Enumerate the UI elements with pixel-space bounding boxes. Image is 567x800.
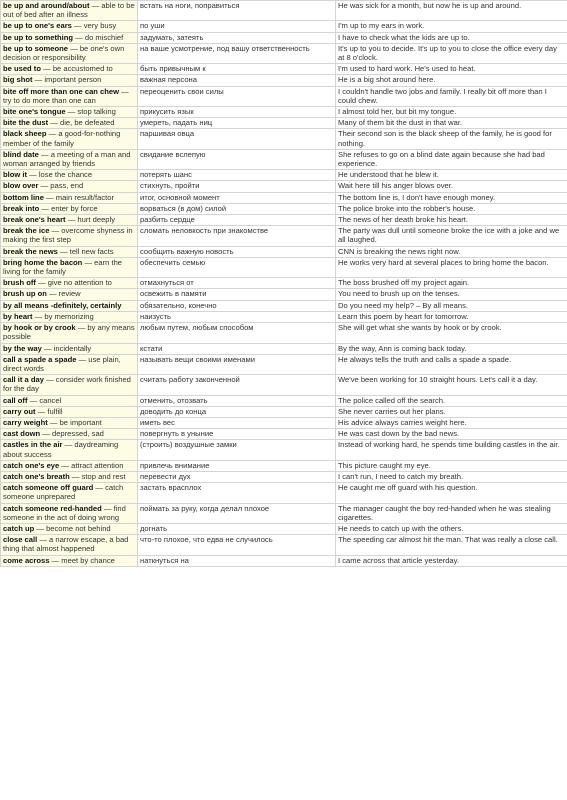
example-sentence: He was sick for a month, but now he is up and around. — [336, 1, 567, 21]
table-row — [1, 375, 567, 395]
idiom-definition: hurt deeply — [77, 215, 115, 225]
table-row — [1, 1, 567, 21]
russian-translation: встать на ноги, поправиться — [138, 1, 336, 21]
idiom-cell — [1, 471, 138, 482]
idiom-definition: try to do more than one can — [3, 95, 96, 105]
example-sentence: He was cast down by the bad news. — [336, 429, 567, 440]
russian-translation: считать работу законченной — [138, 375, 336, 395]
example-sentence: I'm used to hard work. He's used to heat. — [336, 64, 567, 75]
table-row — [1, 181, 567, 192]
table-row — [1, 86, 567, 106]
idiom-definition: be one's own decision or responsibility — [3, 43, 125, 63]
russian-translation: (строить) воздушные замки — [138, 440, 336, 460]
idiom-term: close call — [3, 535, 38, 545]
term-separator: — — [27, 395, 40, 405]
idiom-definition: be important — [59, 417, 102, 427]
idiom-term: bring home the bacon — [3, 257, 83, 267]
table-row — [1, 311, 567, 322]
idiom-definition: important person — [44, 75, 102, 85]
idiom-cell — [1, 406, 138, 417]
example-sentence: I'm up to my ears in work. — [336, 21, 567, 32]
term-separator: — — [40, 429, 52, 439]
example-sentence: His advice always carries weight here. — [336, 417, 567, 428]
term-separator: — — [67, 43, 80, 53]
russian-translation: по уши — [138, 21, 336, 32]
example-sentence: He caught me off guard with his question. — [336, 483, 567, 503]
russian-translation: на ваше усмотрение, под вашу ответственность — [138, 43, 336, 63]
table-row — [1, 483, 567, 503]
idiom-term: call it a day — [3, 375, 44, 385]
term-separator: — — [75, 323, 88, 333]
idiom-cell — [1, 417, 138, 428]
table-row — [1, 440, 567, 460]
idiom-cell — [1, 483, 138, 503]
idiom-definition: stop and rest — [81, 471, 126, 481]
russian-translation: освежить в памяти — [138, 289, 336, 300]
table-row — [1, 170, 567, 181]
idiom-term: brush off — [3, 278, 36, 288]
idiom-cell — [1, 375, 138, 395]
example-sentence: He needs to catch up with the others. — [336, 523, 567, 534]
example-sentence: Many of them bit the dust in that war. — [336, 118, 567, 129]
term-separator: — — [65, 215, 78, 225]
idiom-term: break into — [3, 203, 40, 213]
idiom-term: big shot — [3, 75, 33, 85]
term-separator: — — [89, 1, 102, 10]
term-separator: — — [119, 86, 129, 96]
idiom-cell — [1, 503, 138, 523]
idiom-cell — [1, 354, 138, 374]
table-row — [1, 406, 567, 417]
table-row — [1, 215, 567, 226]
russian-translation: обязательно, конечно — [138, 300, 336, 311]
term-separator: — — [48, 118, 60, 128]
idiom-term: brush up on — [3, 289, 47, 299]
idiom-term: catch one's eye — [3, 460, 60, 470]
idiom-cell — [1, 192, 138, 203]
table-row — [1, 300, 567, 311]
idiom-term: break the ice — [3, 226, 50, 236]
idiom-definition: fulfill — [47, 406, 63, 416]
idiom-cell — [1, 523, 138, 534]
idiom-term: castles in the air — [3, 440, 63, 450]
idiom-definition: stop talking — [77, 107, 116, 117]
example-sentence: Learn this poem by heart for tomorrow. — [336, 311, 567, 322]
idiom-definition: find someone in the act of doing wrong — [3, 503, 126, 522]
idiom-definition: use plain, direct words — [3, 354, 121, 373]
idiom-term: catch one's breath — [3, 471, 70, 481]
idiom-term: carry weight — [3, 417, 48, 427]
russian-translation: застать врасплох — [138, 483, 336, 503]
russian-translation: догнать — [138, 523, 336, 534]
table-row — [1, 246, 567, 257]
idiom-cell — [1, 86, 138, 106]
idiom-definition: die, be defeated — [59, 118, 115, 128]
idiom-definition: give no attention to — [47, 278, 112, 288]
example-sentence: He understood that he blew it. — [336, 170, 567, 181]
idiom-definition: earn the living for the family — [3, 257, 123, 277]
term-separator: — — [93, 483, 106, 493]
term-separator: — — [71, 21, 84, 31]
russian-translation: стихнуть, пройти — [138, 181, 336, 192]
term-separator: — — [73, 32, 85, 42]
idiom-cell — [1, 246, 138, 257]
russian-translation: кстати — [138, 343, 336, 354]
table-row — [1, 278, 567, 289]
russian-translation: поймать за руку, когда делал плохое — [138, 503, 336, 523]
idiom-definition: cancel — [39, 395, 62, 405]
term-separator: — — [57, 246, 70, 256]
idiom-cell — [1, 1, 138, 21]
idiom-definition: depressed, sad — [51, 429, 104, 439]
idiom-term: come across — [3, 555, 50, 565]
idiom-term: bottom line — [3, 192, 44, 202]
idiom-term: be up to someone — [3, 43, 68, 53]
table-row — [1, 43, 567, 63]
idiom-definition: tell new facts — [69, 246, 114, 256]
idiom-cell — [1, 170, 138, 181]
idiom-cell — [1, 343, 138, 354]
table-row — [1, 555, 567, 566]
idiom-term: by heart — [3, 311, 33, 321]
idiom-definition: daydreaming about success — [3, 440, 119, 459]
table-row — [1, 503, 567, 523]
russian-translation: разбить сердце — [138, 215, 336, 226]
table-row — [1, 460, 567, 471]
example-sentence: I came across that article yesterday. — [336, 555, 567, 566]
idiom-cell — [1, 181, 138, 192]
russian-translation: паршивая овца — [138, 129, 336, 149]
term-separator: — — [46, 129, 59, 139]
russian-translation: иметь вес — [138, 417, 336, 428]
example-sentence: I can't run, I need to catch my breath. — [336, 471, 567, 482]
term-separator: — — [38, 181, 51, 191]
idiom-cell — [1, 149, 138, 169]
idiom-cell — [1, 226, 138, 246]
example-sentence: We've been working for 10 straight hours. Let's call it a day. — [336, 375, 567, 395]
idiom-cell — [1, 323, 138, 343]
idiom-term: by all means -definitely, certainly — [3, 300, 122, 310]
example-sentence: He is a big shot around here. — [336, 75, 567, 86]
idiom-cell — [1, 460, 138, 471]
term-separator: — — [37, 535, 50, 545]
term-separator: — — [32, 311, 45, 321]
idiom-cell — [1, 257, 138, 277]
term-separator: — — [43, 192, 56, 202]
idiom-definition: become not behind — [46, 523, 111, 533]
idiom-cell — [1, 395, 138, 406]
table-row — [1, 471, 567, 482]
example-sentence: She will get what she wants by hook or by crook. — [336, 323, 567, 343]
russian-translation: сообщить важную новость — [138, 246, 336, 257]
russian-translation: прикусить язык — [138, 107, 336, 118]
russian-translation: наткнуться на — [138, 555, 336, 566]
example-sentence: Instead of working hard, he spends time building castles in the air. — [336, 440, 567, 460]
idiom-definition: catch someone unprepared — [3, 483, 124, 502]
example-sentence: She refuses to go on a blind date again because she had bad experience. — [336, 149, 567, 169]
example-sentence: It's up to you to decide. It's up to you to close the office every day at 8 o'clock. — [336, 43, 567, 63]
example-sentence: Their second son is the black sheep of the family, he is good for nothing. — [336, 129, 567, 149]
table-row — [1, 21, 567, 32]
idiom-definition: do mischief — [84, 32, 124, 42]
table-row — [1, 32, 567, 43]
idiom-cell — [1, 429, 138, 440]
idiom-term: break the news — [3, 246, 58, 256]
example-sentence: The party was dull until someone broke the ice with a joke and we all laughed. — [336, 226, 567, 246]
idiom-term: carry out — [3, 406, 36, 416]
russian-translation: перевести дух — [138, 471, 336, 482]
idiom-cell — [1, 311, 138, 322]
idiom-definition: consider work finished for the day — [3, 375, 131, 394]
example-sentence: The boss brushed off my project again. — [336, 278, 567, 289]
term-separator: — — [41, 343, 54, 353]
idiom-cell — [1, 21, 138, 32]
example-sentence: I have to check what the kids are up to. — [336, 32, 567, 43]
table-row — [1, 129, 567, 149]
idiom-definition: main result/factor — [55, 192, 114, 202]
idiom-definition: incidentally — [53, 343, 92, 353]
example-sentence: Do you need my help? – By all means. — [336, 300, 567, 311]
example-sentence: The bottom line is, I don't have enough money. — [336, 192, 567, 203]
term-separator: — — [65, 107, 78, 117]
table-row — [1, 395, 567, 406]
example-sentence: CNN is breaking the news right now. — [336, 246, 567, 257]
idiom-term: be up to something — [3, 32, 74, 42]
idiom-term: by hook or by crook — [3, 323, 76, 333]
idiom-cell — [1, 215, 138, 226]
example-sentence: This picture caught my eye. — [336, 460, 567, 471]
idiom-definition: be accustomed to — [52, 64, 113, 74]
example-sentence: He always tells the truth and calls a spade a spade. — [336, 354, 567, 374]
idiom-cell — [1, 64, 138, 75]
idiom-cell — [1, 535, 138, 555]
term-separator: — — [62, 440, 75, 450]
idiom-cell — [1, 43, 138, 63]
russian-translation: наизусть — [138, 311, 336, 322]
idiom-cell — [1, 118, 138, 129]
idiom-term: catch someone off guard — [3, 483, 94, 493]
term-separator: — — [46, 289, 59, 299]
idiom-definition: attract attention — [71, 460, 124, 470]
russian-translation: важная персона — [138, 75, 336, 86]
table-row — [1, 289, 567, 300]
table-row — [1, 257, 567, 277]
term-separator: — — [101, 503, 114, 513]
idiom-term: be up and around/about — [3, 1, 90, 10]
table-row — [1, 203, 567, 214]
idiom-term: be used to — [3, 64, 41, 74]
russian-translation: итог, основной момент — [138, 192, 336, 203]
term-separator: — — [38, 149, 51, 159]
idiom-term: call off — [3, 395, 28, 405]
table-row — [1, 323, 567, 343]
russian-translation: отмахнуться от — [138, 278, 336, 289]
idiom-cell — [1, 440, 138, 460]
russian-translation: обеспечить семью — [138, 257, 336, 277]
idiom-definition: lose the chance — [38, 170, 93, 180]
idioms-table-body — [1, 1, 567, 567]
table-row — [1, 64, 567, 75]
table-row — [1, 192, 567, 203]
example-sentence: The manager caught the boy red-handed when he was stealing cigarettes. — [336, 503, 567, 523]
idiom-term: cast down — [3, 429, 41, 439]
idiom-term: blow it — [3, 170, 28, 180]
idiom-term: bite off more than one can chew — [3, 86, 120, 96]
term-separator: — — [59, 460, 72, 470]
idiom-cell — [1, 555, 138, 566]
idiom-definition: pass, end — [50, 181, 84, 191]
idiom-definition: review — [58, 289, 81, 299]
russian-translation: повергнуть в уныние — [138, 429, 336, 440]
russian-translation: свидание вслепую — [138, 149, 336, 169]
russian-translation: привлечь внимание — [138, 460, 336, 471]
example-sentence: The police called off the search. — [336, 395, 567, 406]
idiom-term: catch someone red-handed — [3, 503, 102, 513]
idiom-term: call a spade a spade — [3, 354, 77, 364]
table-row — [1, 226, 567, 246]
term-separator: — — [35, 278, 48, 288]
term-separator: — — [43, 375, 56, 385]
example-sentence: I couldn't handle two jobs and family. I really bit off more than I could chew. — [336, 86, 567, 106]
russian-translation: отменить, отозвать — [138, 395, 336, 406]
idiom-term: blind date — [3, 149, 39, 159]
idiom-term: blow over — [3, 181, 39, 191]
idiom-cell — [1, 129, 138, 149]
russian-translation: любым путем, любым способом — [138, 323, 336, 343]
idiom-cell — [1, 289, 138, 300]
example-sentence: Wait here till his anger blows over. — [336, 181, 567, 192]
example-sentence: By the way, Ann is coming back today. — [336, 343, 567, 354]
table-row — [1, 429, 567, 440]
term-separator: — — [69, 471, 82, 481]
russian-translation: что-то плохое, что едва не случилось — [138, 535, 336, 555]
idiom-term: black sheep — [3, 129, 47, 139]
term-separator: — — [49, 555, 62, 565]
term-separator: — — [35, 406, 48, 416]
idiom-definition: enter by force — [51, 203, 98, 213]
table-row — [1, 149, 567, 169]
table-row — [1, 535, 567, 555]
idiom-term: break one's heart — [3, 215, 66, 225]
russian-translation: ворваться (в дом) силой — [138, 203, 336, 214]
russian-translation: переоценить свои силы — [138, 86, 336, 106]
term-separator: — — [32, 75, 45, 85]
idiom-definition: able to be out of bed after an illness — [3, 1, 135, 20]
idiom-definition: by memorizing — [44, 311, 94, 321]
term-separator: — — [27, 170, 39, 180]
idiom-cell — [1, 300, 138, 311]
idiom-definition: a good-for-nothing member of the family — [3, 129, 121, 148]
russian-translation: называть вещи своими именами — [138, 354, 336, 374]
idiom-term: bite one's tongue — [3, 107, 66, 117]
table-row — [1, 523, 567, 534]
idiom-term: catch up — [3, 523, 35, 533]
term-separator: — — [49, 226, 62, 236]
idiom-cell — [1, 107, 138, 118]
table-row — [1, 118, 567, 129]
term-separator: — — [34, 523, 47, 533]
example-sentence: You need to brush up on the tenses. — [336, 289, 567, 300]
term-separator: — — [76, 354, 89, 364]
idiom-term: be up to one's ears — [3, 21, 72, 31]
idiom-term: bite the dust — [3, 118, 49, 128]
idiom-term: by the way — [3, 343, 42, 353]
idiom-cell — [1, 32, 138, 43]
idiom-cell — [1, 203, 138, 214]
term-separator: — — [82, 257, 95, 267]
example-sentence: The speeding car almost hit the man. That was really a close call. — [336, 535, 567, 555]
example-sentence: He works very hard at several places to bring home the bacon. — [336, 257, 567, 277]
idiom-cell — [1, 75, 138, 86]
example-sentence: The news of her death broke his heart. — [336, 215, 567, 226]
idiom-definition: meet by chance — [61, 555, 115, 565]
example-sentence: She never carries out her plans. — [336, 406, 567, 417]
russian-translation: умереть, падать ниц — [138, 118, 336, 129]
idiom-definition: a meeting of a man and woman arranged by friends — [3, 149, 131, 169]
russian-translation: задумать, затеять — [138, 32, 336, 43]
russian-translation: потерять шанс — [138, 170, 336, 181]
term-separator: — — [47, 417, 60, 427]
table-row — [1, 75, 567, 86]
term-separator: — — [40, 64, 53, 74]
example-sentence: I almost told her, but bit my tongue. — [336, 107, 567, 118]
table-row — [1, 343, 567, 354]
russian-translation: быть привычным к — [138, 64, 336, 75]
table-row — [1, 417, 567, 428]
russian-translation: доводить до конца — [138, 406, 336, 417]
idiom-cell — [1, 278, 138, 289]
idiom-definition: by any means possible — [3, 323, 135, 342]
example-sentence: The police broke into the robber's house. — [336, 203, 567, 214]
term-separator: — — [39, 203, 52, 213]
table-row — [1, 107, 567, 118]
table-row — [1, 354, 567, 374]
russian-translation: сломать неловкость при знакомстве — [138, 226, 336, 246]
idiom-definition: a narrow escape, a bad thing that almost happened — [3, 535, 129, 554]
idiom-definition: overcome shyness in making the first step — [3, 226, 133, 245]
idiom-definition: very busy — [83, 21, 117, 31]
